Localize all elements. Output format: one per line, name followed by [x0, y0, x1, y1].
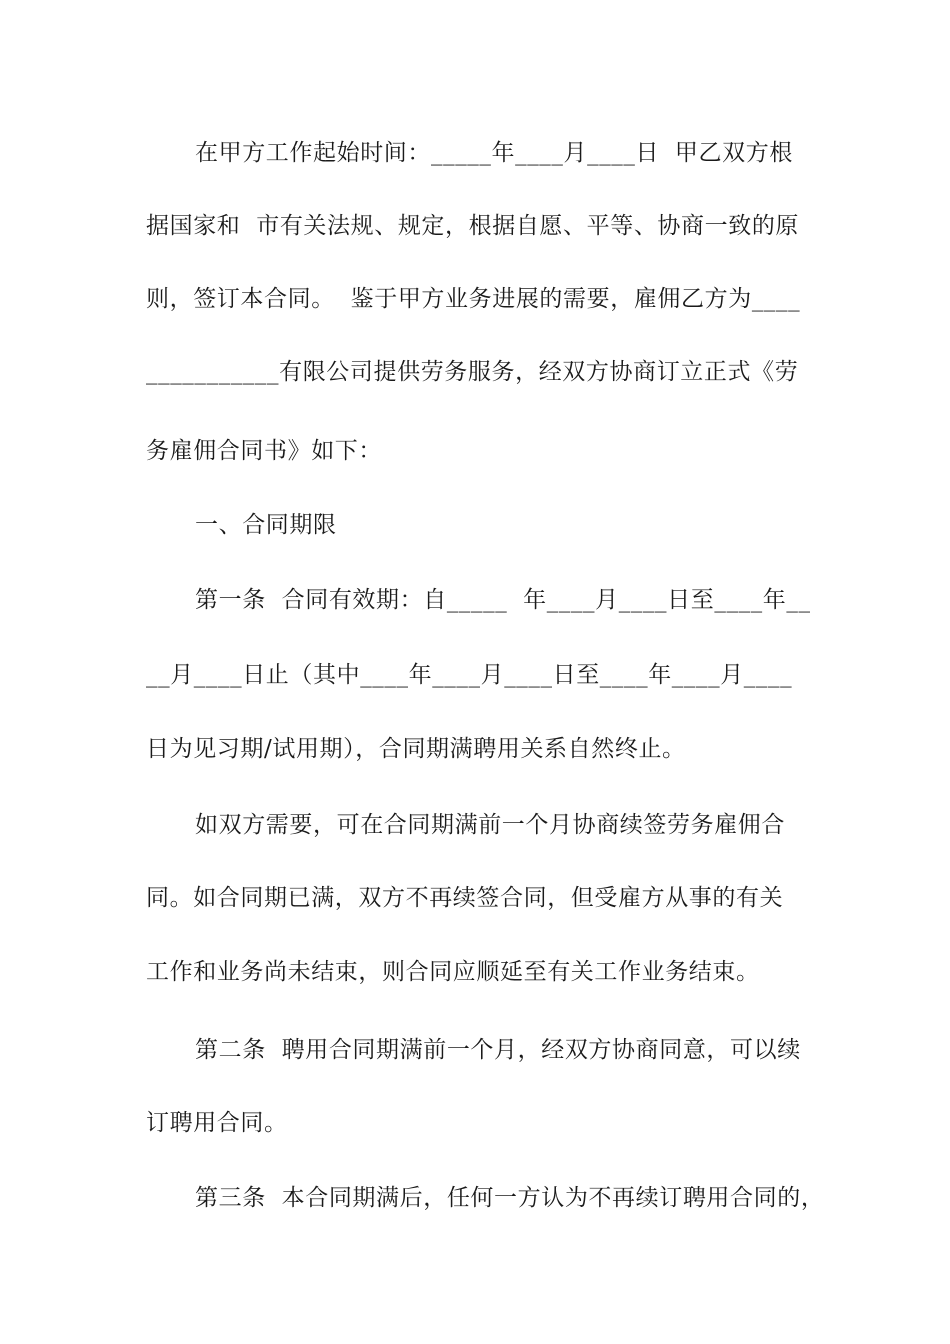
- section-heading: 一、合同期限: [195, 512, 337, 538]
- paragraph-line: 第一条 合同有效期：自_____ 年____月____日至____年__: [195, 587, 811, 613]
- paragraph-line: ___________有限公司提供劳务服务，经双方协商订立正式《劳: [146, 359, 799, 385]
- paragraph-line: 则，签订本合同。 鉴于甲方业务进展的需要，雇佣乙方为____: [146, 286, 801, 312]
- paragraph-line: 据国家和 市有关法规、规定，根据自愿、平等、协商一致的原: [146, 213, 800, 239]
- paragraph-line: 在甲方工作起始时间：_____年____月____日 甲乙双方根: [195, 140, 793, 166]
- paragraph-line: 第二条 聘用合同期满前一个月，经双方协商同意，可以续: [195, 1037, 801, 1063]
- paragraph-line: 日为见习期/试用期），合同期满聘用关系自然终止。: [146, 736, 686, 762]
- paragraph-line: __月____日止（其中____年____月____日至____年____月____: [146, 662, 793, 688]
- paragraph-line: 订聘用合同。: [146, 1110, 288, 1136]
- paragraph-line: 同。如合同期已满，双方不再续签合同，但受雇方从事的有关: [146, 885, 784, 911]
- paragraph-line: 如双方需要，可在合同期满前一个月协商续签劳务雇佣合: [195, 812, 785, 838]
- paragraph-line: 工作和业务尚未结束，则合同应顺延至有关工作业务结束。: [146, 959, 760, 985]
- paragraph-line: 第三条 本合同期满后，任何一方认为不再续订聘用合同的，: [195, 1185, 825, 1211]
- paragraph-line: 务雇佣合同书》如下：: [146, 438, 382, 464]
